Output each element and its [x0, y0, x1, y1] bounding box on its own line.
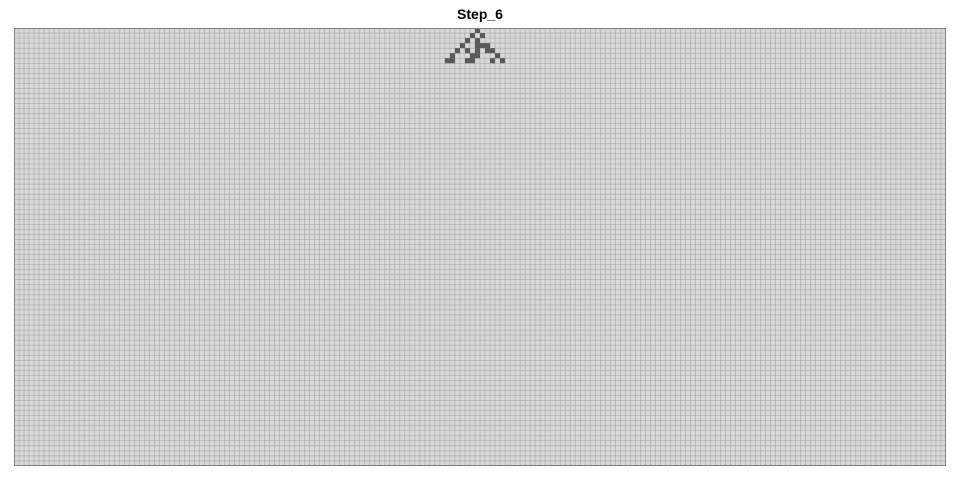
- live-cell: [470, 33, 475, 38]
- live-cell: [455, 48, 460, 53]
- live-cell: [460, 43, 465, 48]
- live-cell: [495, 53, 500, 58]
- live-cell: [470, 58, 475, 63]
- live-cell: [490, 58, 495, 63]
- live-cell: [475, 43, 480, 48]
- live-cell: [470, 53, 475, 58]
- live-cell: [480, 33, 485, 38]
- live-cell: [485, 43, 490, 48]
- live-cell: [465, 38, 470, 43]
- live-cell: [450, 53, 455, 58]
- page-title: Step_6: [457, 6, 503, 22]
- live-cell: [465, 58, 470, 63]
- cellular-automaton-grid: [14, 28, 946, 466]
- live-cell: [480, 43, 485, 48]
- live-cell: [475, 38, 480, 43]
- live-cell: [475, 48, 480, 53]
- live-cell: [500, 58, 505, 63]
- live-cell: [445, 58, 450, 63]
- live-cell: [475, 53, 480, 58]
- live-cell: [490, 48, 495, 53]
- live-cell: [465, 48, 470, 53]
- live-cell: [485, 48, 490, 53]
- live-cell: [450, 58, 455, 63]
